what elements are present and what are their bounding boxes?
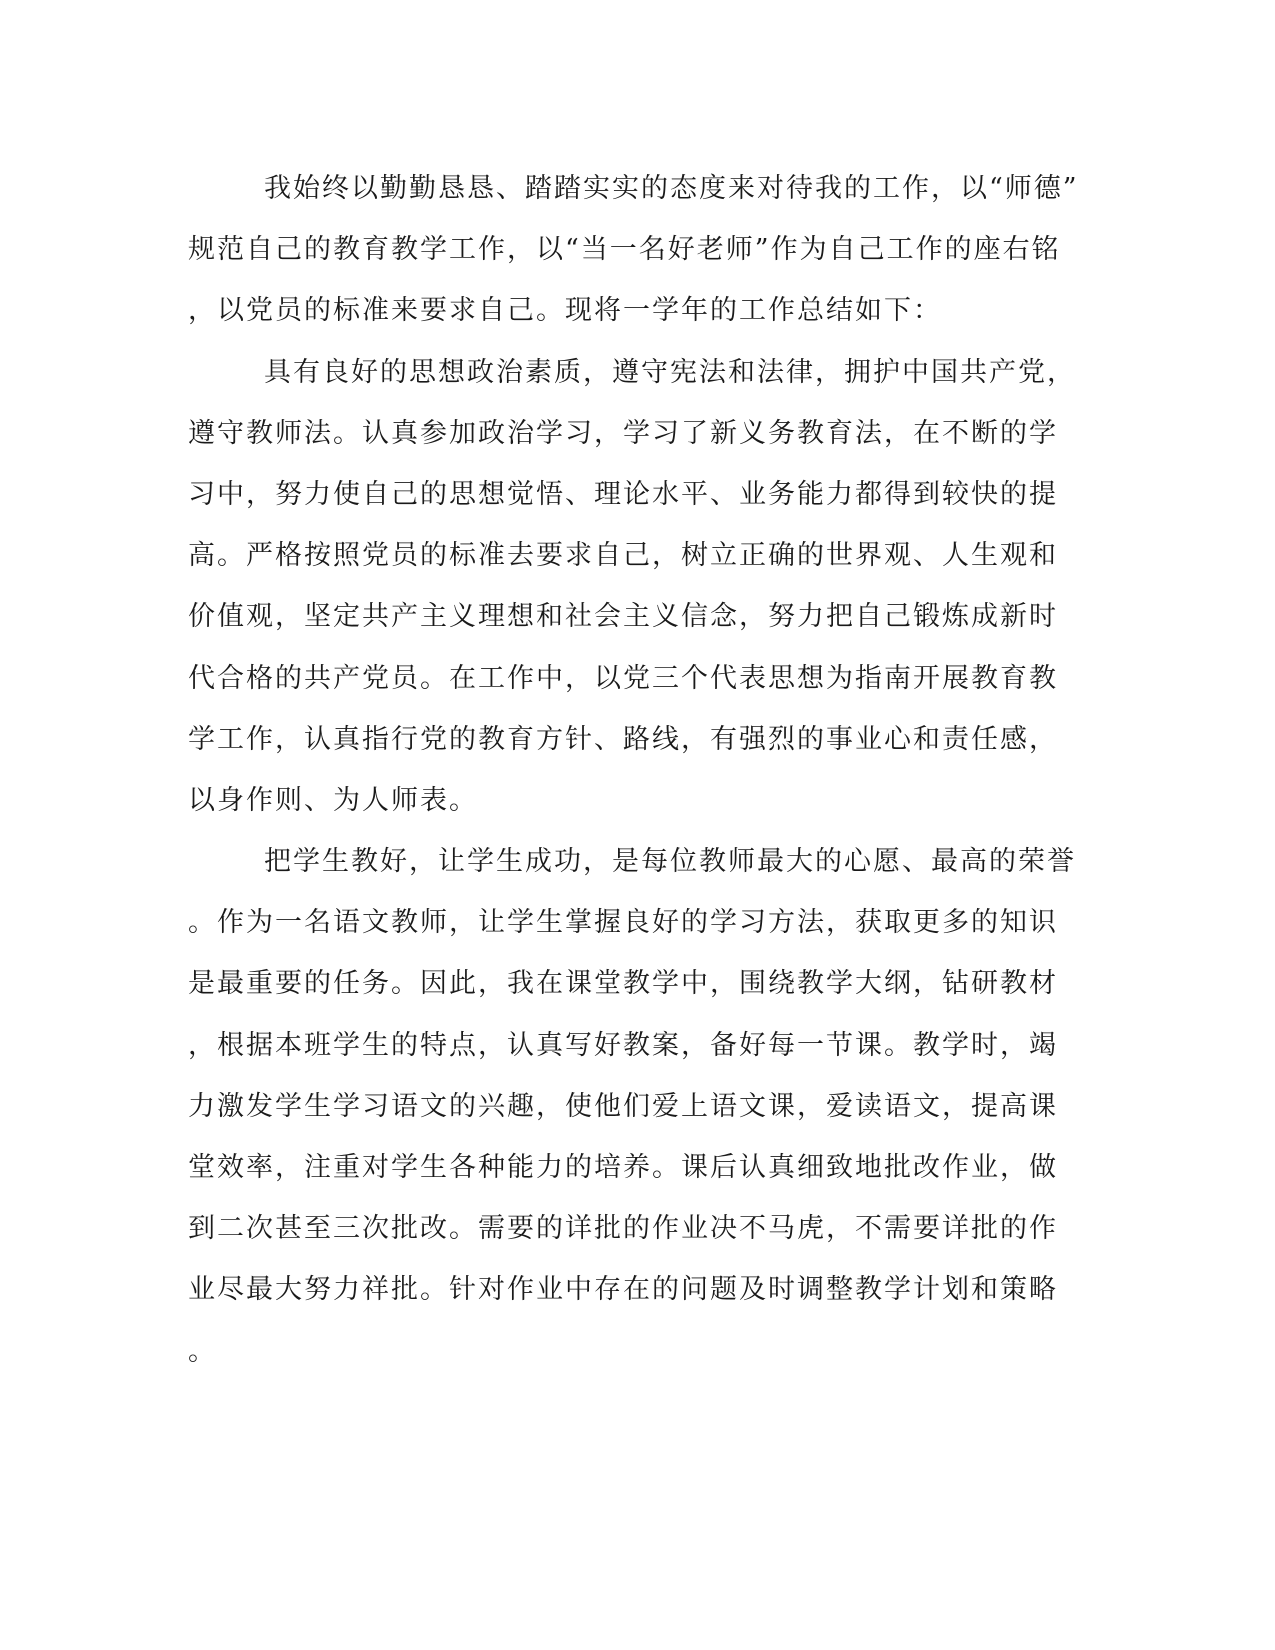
paragraph-line: 把学生教好，让学生成功，是每位教师最大的心愿、最高的荣誉 (264, 846, 1076, 878)
paragraph-line: 堂效率，注重对学生各种能力的培养。课后认真细致地批改作业，做 (188, 1152, 1058, 1183)
paragraph-line: 到二次甚至三次批改。需要的详批的作业决不马虎，不需要详批的作 (188, 1213, 1058, 1245)
paragraph-line: 学工作，认真指行党的教育方针、路线，有强烈的事业心和责任感， (188, 723, 1058, 755)
paragraph-line: 。作为一名语文教师，让学生掌握良好的学习方法，获取更多的知识 (188, 907, 1058, 939)
paragraph-line: 价值观，坚定共产主义理想和社会主义信念，努力把自己锻炼成新时 (188, 601, 1058, 633)
paragraph-line: 具有良好的思想政治素质，遵守宪法和法律，拥护中国共产党， (264, 356, 1076, 388)
paragraph-line: 我始终以勤勤恳恳、踏踏实实的态度来对待我的工作，以“师德” (264, 173, 1079, 204)
paragraph-line: ，根据本班学生的特点，认真写好教案，备好每一节课。教学时，竭 (188, 1029, 1058, 1061)
document-body (188, 158, 1088, 1382)
paragraph-line: 习中，努力使自己的思想觉悟、理论水平、业务能力都得到较快的提 (188, 478, 1058, 510)
paragraph-line: 业尽最大努力祥批。针对作业中存在的问题及时调整教学计划和策略 (188, 1274, 1058, 1306)
paragraph-line: 。 (188, 1335, 217, 1367)
paragraph-line: 以身作则、为人师表。 (188, 784, 478, 816)
paragraph-line: 遵守教师法。认真参加政治学习，学习了新义务教育法，在不断的学 (188, 417, 1058, 449)
paragraph-line: ，以党员的标准来要求自己。现将一学年的工作总结如下： (188, 295, 942, 327)
paragraph-2 (188, 342, 1088, 832)
paragraph-line: 高。严格按照党员的标准去要求自己，树立正确的世界观、人生观和 (188, 540, 1058, 572)
paragraph-line: 规范自己的教育教学工作，以“当一名好老师”作为自己工作的座右铭 (188, 234, 1061, 266)
paragraph-line: 代合格的共产党员。在工作中，以党三个代表思想为指南开展教育教 (188, 662, 1058, 694)
paragraph-3 (188, 831, 1088, 1382)
paragraph-1 (188, 158, 1088, 342)
paragraph-line: 是最重要的任务。因此，我在课堂教学中，围绕教学大纲，钻研教材 (188, 968, 1058, 1000)
paragraph-line: 力激发学生学习语文的兴趣，使他们爱上语文课，爱读语文，提高课 (188, 1090, 1058, 1122)
